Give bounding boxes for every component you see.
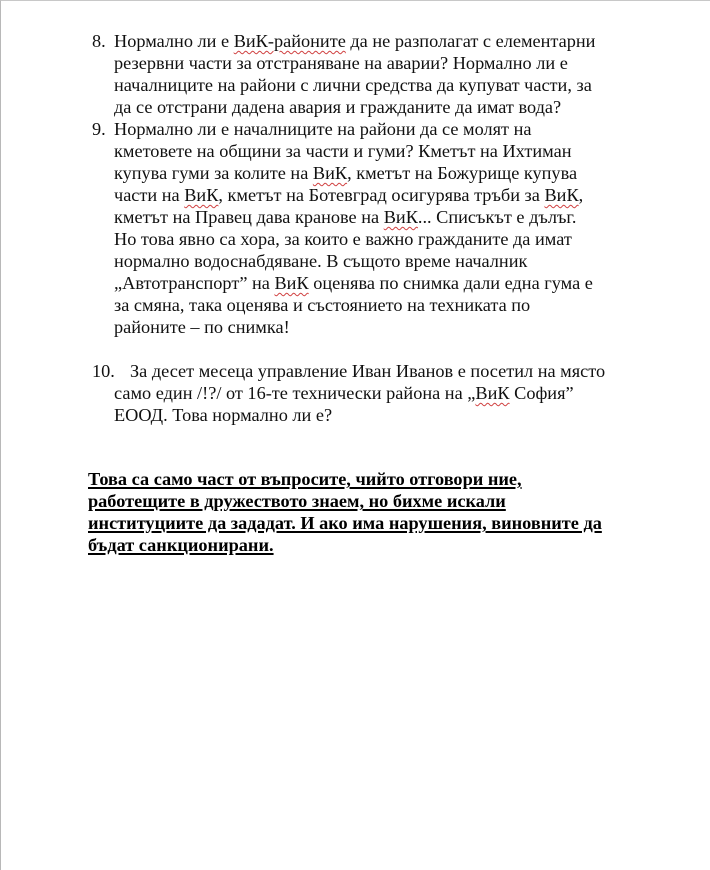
text-line: За десет месеца управление Иван Иванов е посетил на място — [130, 361, 606, 381]
list-number: 10. — [92, 361, 115, 381]
text-line: нормално водоснабдяване. В същото време началник — [114, 251, 528, 271]
spellcheck-flagged-word[interactable]: ВиК — [475, 383, 510, 403]
question-list — [92, 30, 632, 426]
text-line: районите – по снимка! — [114, 317, 290, 337]
text-line: Нормално ли е началниците на райони да се молят на — [114, 119, 532, 139]
text-line: „Автотранспорт” на ВиК оценява по снимка дали една гума е — [114, 273, 593, 293]
spellcheck-flagged-word[interactable]: ВиК — [184, 185, 219, 205]
list-item-9 — [92, 118, 632, 338]
text-line: резервни части за отстраняване на аварии? Нормално ли е — [114, 53, 568, 73]
spellcheck-flagged-word[interactable]: ВиК-районите — [233, 31, 346, 51]
list-item-text — [114, 360, 632, 426]
conclusion-line: бъдат санкционирани. — [88, 535, 274, 555]
text-line: Нормално ли е ВиК-районите да не разполагат с елементарни — [114, 31, 596, 51]
text-line: Но това явно са хора, за които е важно гражданите да имат — [114, 229, 572, 249]
conclusion-line: Това са само част от въпросите, чийто отговори ние, — [88, 469, 522, 489]
list-item-text — [114, 30, 632, 118]
list-item-10 — [92, 360, 632, 426]
text-line: кметът на Правец дава кранове на ВиК... Списъкът е дълъг. — [114, 207, 577, 227]
text-line: части на ВиК, кметът на Ботевград осигурява тръби за ВиК, — [114, 185, 584, 205]
list-item-8 — [92, 30, 632, 118]
list-number: 8. — [92, 31, 106, 51]
paragraph-gap — [92, 338, 632, 360]
text-line: началниците на райони с лични средства да купуват части, за — [114, 75, 592, 95]
text-line: кметовете на общини за части и гуми? Кметът на Ихтиман — [114, 141, 572, 161]
spellcheck-flagged-word[interactable]: ВиК — [312, 163, 348, 183]
conclusion-paragraph — [88, 468, 648, 556]
spellcheck-flagged-word[interactable]: ВиК — [274, 273, 309, 293]
text-line: за смяна, така оценява и състоянието на техниката по — [114, 295, 531, 315]
text-line: да се отстрани дадена авария и гражданите да имат вода? — [114, 97, 562, 117]
conclusion-line: институциите да зададат. И ако има нарушения, виновните да — [88, 513, 602, 533]
spellcheck-flagged-word[interactable]: ВиК — [383, 207, 418, 227]
text-line: купува гуми за колите на ВиК, кметът на Божурище купува — [114, 163, 578, 183]
list-number: 9. — [92, 119, 106, 139]
conclusion-line: работещите в дружеството знаем, но бихме искали — [88, 491, 506, 511]
list-item-text — [114, 118, 632, 338]
text-line: ЕООД. Това нормално ли е? — [114, 405, 333, 425]
spellcheck-flagged-word[interactable]: ВиК — [544, 185, 579, 205]
text-line: само един /!?/ от 16-те технически района на „ВиК София” — [114, 383, 574, 403]
